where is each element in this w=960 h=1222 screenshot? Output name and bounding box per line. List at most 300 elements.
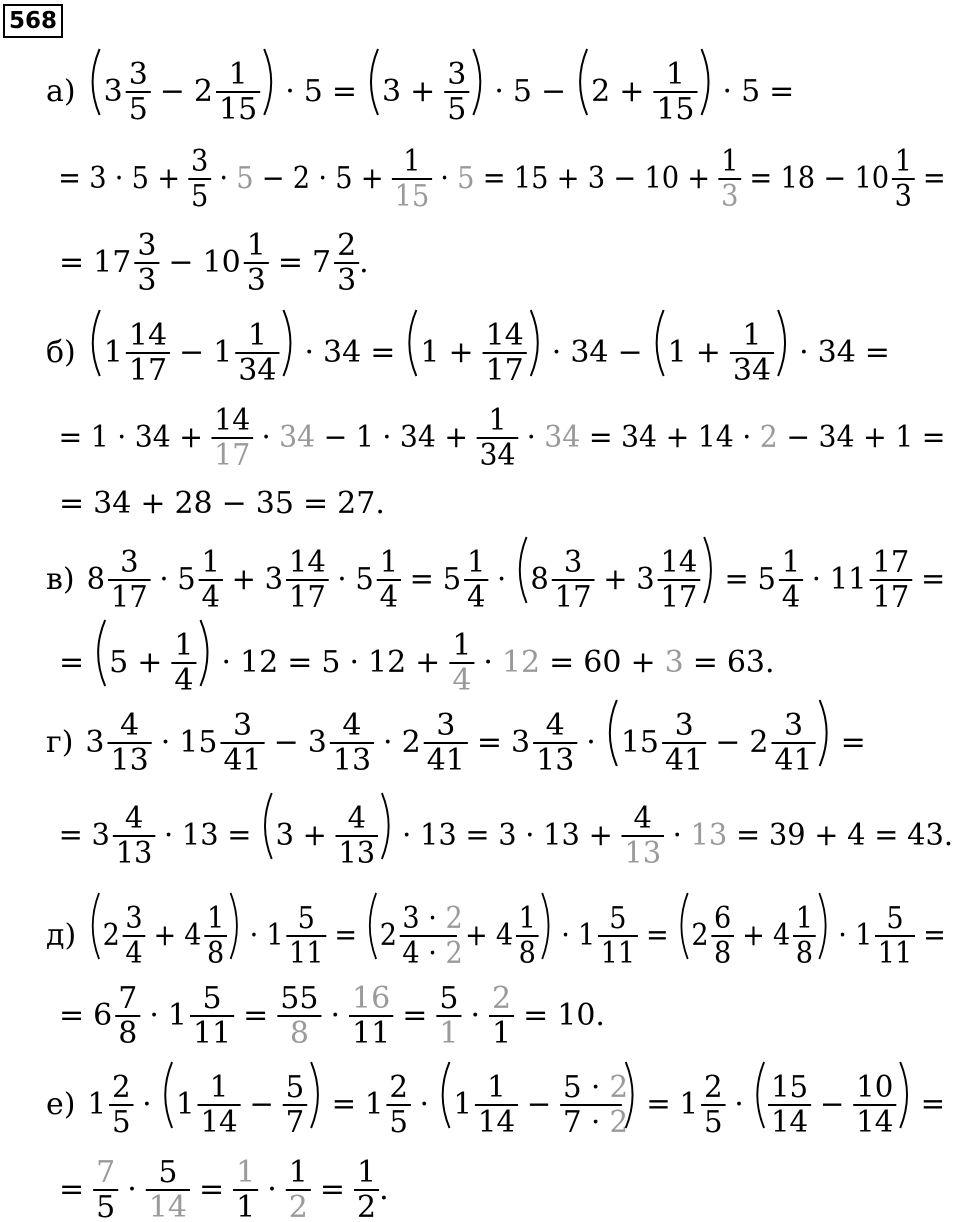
equals-sign: = bbox=[724, 561, 749, 597]
denominator: 4 bbox=[174, 663, 194, 698]
whole-part: 1 bbox=[167, 998, 187, 1033]
number: 3 bbox=[587, 159, 606, 196]
plus-sign: + bbox=[360, 159, 384, 196]
whole-part: 1 bbox=[364, 1085, 384, 1122]
mixed-number bbox=[312, 228, 359, 298]
left-paren bbox=[93, 310, 100, 376]
denominator: 11 bbox=[600, 934, 636, 971]
right-paren bbox=[311, 1062, 318, 1128]
number: 12 bbox=[240, 645, 279, 680]
denominator: 2 bbox=[356, 1190, 377, 1222]
number: 10 bbox=[557, 998, 596, 1033]
mixed-number bbox=[168, 981, 234, 1051]
mixed-number bbox=[854, 143, 914, 214]
numerator: 3 bbox=[232, 708, 253, 743]
number: 5 bbox=[303, 74, 323, 109]
equals-sign: = bbox=[59, 245, 85, 280]
number: 34 bbox=[818, 419, 855, 455]
denominator: 1 bbox=[236, 1190, 256, 1222]
period: . bbox=[765, 645, 775, 680]
denominator: 14 bbox=[770, 1103, 809, 1140]
denominator: 41 bbox=[426, 743, 465, 778]
period: . bbox=[943, 817, 954, 853]
number: 34 bbox=[621, 419, 658, 455]
denominator: 1 bbox=[439, 1016, 459, 1051]
number: 5 bbox=[236, 159, 254, 196]
equals-sign: = bbox=[692, 645, 718, 680]
whole-part: 8 bbox=[530, 561, 549, 597]
fraction bbox=[211, 402, 253, 472]
mixed-number bbox=[93, 981, 140, 1051]
whole-part: 2 bbox=[749, 725, 769, 760]
equals-sign: = bbox=[864, 335, 890, 370]
denominator: 8 bbox=[518, 934, 536, 971]
numerator: 7 bbox=[96, 1155, 116, 1190]
whole-part: 5 bbox=[355, 561, 374, 597]
fraction bbox=[621, 800, 664, 870]
numerator: 7 bbox=[118, 981, 138, 1016]
numerator: 1 bbox=[201, 544, 221, 580]
whole-part: 5 bbox=[442, 561, 462, 597]
fraction bbox=[489, 981, 514, 1051]
number: 5 bbox=[131, 159, 150, 196]
multiply-dot: · bbox=[799, 335, 809, 370]
left-paren bbox=[610, 700, 617, 766]
whole-part: 3 bbox=[85, 725, 105, 760]
whole-part: 4 bbox=[184, 916, 202, 953]
equation-line-b1 bbox=[46, 310, 890, 388]
number: 5 bbox=[741, 74, 761, 109]
number: 34 bbox=[279, 419, 316, 455]
minus-sign: − bbox=[823, 159, 847, 196]
denominator: 13 bbox=[624, 835, 662, 871]
whole-part: 1 bbox=[87, 1085, 107, 1122]
multiply-dot: · bbox=[159, 561, 169, 597]
expression bbox=[93, 893, 946, 970]
multiply-dot: · bbox=[551, 335, 562, 370]
minus-sign: − bbox=[249, 1085, 274, 1122]
left-paren bbox=[443, 1062, 450, 1128]
period: . bbox=[359, 245, 369, 280]
denominator: 3 bbox=[894, 177, 913, 214]
numerator: 5 bbox=[439, 981, 459, 1016]
denominator: 41 bbox=[774, 743, 813, 778]
right-paren bbox=[542, 893, 548, 959]
numerator: 1 bbox=[236, 1155, 256, 1190]
multiply-dot: · bbox=[164, 817, 174, 853]
denominator: 5 bbox=[111, 1103, 131, 1140]
fraction bbox=[336, 800, 379, 870]
mixed-number bbox=[511, 708, 577, 778]
equals-sign: = bbox=[923, 916, 946, 953]
minus-sign: − bbox=[715, 725, 741, 760]
mixed-number bbox=[453, 1069, 518, 1139]
right-paren bbox=[264, 49, 271, 115]
whole-part: 10 bbox=[202, 245, 241, 280]
equation-line-a3 bbox=[59, 228, 369, 298]
equals-sign: = bbox=[59, 998, 85, 1033]
number: 28 bbox=[174, 486, 213, 521]
plus-sign: + bbox=[603, 561, 628, 597]
mixed-number bbox=[621, 708, 706, 778]
number: 2 bbox=[591, 74, 611, 109]
mixed-number bbox=[530, 545, 594, 615]
denominator: 1 bbox=[492, 1016, 512, 1051]
expression bbox=[87, 1062, 945, 1139]
number: 12 bbox=[501, 645, 541, 680]
expression bbox=[59, 228, 369, 298]
multiply-dot: · bbox=[383, 725, 393, 760]
equals-sign: = bbox=[920, 1085, 946, 1122]
mixed-number bbox=[402, 708, 468, 778]
fraction bbox=[93, 1155, 118, 1222]
left-paren bbox=[165, 1062, 172, 1128]
fraction bbox=[436, 981, 461, 1051]
plus-sign: + bbox=[465, 916, 488, 953]
denominator: 34 bbox=[238, 353, 277, 388]
plus-sign: + bbox=[231, 561, 256, 597]
number: 34 bbox=[323, 335, 362, 370]
left-paren bbox=[681, 893, 687, 959]
number: 34 bbox=[544, 419, 581, 455]
number: 14 bbox=[697, 419, 734, 455]
number: 34 bbox=[570, 335, 609, 370]
denominator: 4 bbox=[781, 579, 801, 615]
right-paren bbox=[819, 893, 825, 959]
numerator: 3 bbox=[125, 899, 143, 936]
mixed-number bbox=[92, 800, 156, 870]
mixed-number bbox=[194, 57, 260, 127]
plus-sign: + bbox=[814, 817, 839, 853]
multiply-dot: · bbox=[149, 998, 159, 1033]
equals-sign: = bbox=[465, 817, 490, 853]
plus-sign: + bbox=[415, 645, 441, 680]
whole-part: 5 bbox=[177, 561, 196, 597]
right-paren bbox=[531, 310, 538, 376]
expression bbox=[58, 143, 946, 214]
equals-sign: = bbox=[58, 817, 83, 853]
multiply-dot: · bbox=[586, 725, 596, 760]
minus-sign: − bbox=[221, 486, 247, 521]
plus-sign: + bbox=[448, 335, 474, 370]
multiply-dot: · bbox=[267, 1172, 277, 1207]
equals-sign: = bbox=[735, 817, 761, 853]
numerator: 5 bbox=[609, 899, 627, 936]
multiply-dot: · bbox=[382, 419, 392, 455]
numerator: 3 bbox=[674, 708, 694, 743]
denominator: 8 bbox=[207, 934, 225, 971]
denominator: 2 bbox=[288, 1190, 308, 1222]
right-paren bbox=[778, 310, 785, 376]
number: 13 bbox=[543, 817, 580, 853]
denominator: 3 bbox=[337, 263, 357, 298]
multiply-dot: · bbox=[219, 159, 228, 196]
mixed-number bbox=[757, 545, 803, 615]
denominator: 8 bbox=[714, 934, 732, 971]
numerator: 5 bbox=[158, 1155, 178, 1190]
expression bbox=[85, 700, 865, 778]
mixed-number bbox=[578, 900, 638, 971]
equals-sign: = bbox=[59, 486, 85, 521]
denominator: 17 bbox=[872, 579, 910, 615]
equals-sign: = bbox=[646, 1085, 671, 1122]
numerator: 5 bbox=[285, 1068, 305, 1105]
numerator: 1 bbox=[665, 57, 685, 92]
number: 1 bbox=[90, 419, 109, 455]
multiply-dot: · bbox=[722, 74, 733, 109]
numerator: 2 bbox=[389, 1068, 408, 1105]
multiply-dot: · bbox=[249, 916, 259, 953]
denominator: 8 bbox=[795, 934, 813, 971]
numerator: 15 bbox=[770, 1068, 809, 1105]
plus-sign: + bbox=[444, 419, 469, 455]
numerator: 3 bbox=[191, 142, 209, 179]
whole-part: 15 bbox=[620, 725, 660, 760]
numerator: 3 bbox=[128, 57, 148, 92]
plus-sign: + bbox=[179, 419, 203, 455]
fraction bbox=[286, 1155, 311, 1222]
minus-sign: − bbox=[179, 335, 205, 370]
expression bbox=[58, 402, 945, 472]
whole-part: 3 bbox=[511, 725, 531, 760]
denominator: 41 bbox=[223, 743, 262, 778]
whole-part: 2 bbox=[102, 916, 120, 953]
equals-sign: = bbox=[243, 998, 269, 1033]
number: 4 bbox=[847, 817, 866, 853]
minus-sign: − bbox=[526, 1085, 552, 1122]
whole-part: 3 bbox=[264, 561, 284, 597]
number: 34 bbox=[817, 335, 856, 370]
denominator: 11 bbox=[289, 934, 324, 971]
numerator: 1 bbox=[209, 1068, 229, 1105]
mixed-number bbox=[176, 1069, 241, 1139]
denominator: 5 bbox=[389, 1103, 408, 1140]
numerator: 16 bbox=[352, 981, 391, 1016]
whole-part: 1 bbox=[103, 335, 123, 370]
expression bbox=[59, 793, 953, 870]
fraction bbox=[349, 981, 393, 1051]
fraction bbox=[653, 57, 697, 127]
numerator: 14 bbox=[128, 318, 168, 353]
denominator: 17 bbox=[110, 579, 148, 615]
multiply-dot: · bbox=[349, 645, 359, 680]
number: 5 bbox=[335, 159, 353, 196]
multiply-dot: · bbox=[337, 561, 347, 597]
number: 3 bbox=[664, 645, 684, 680]
denominator: 41 bbox=[665, 743, 704, 778]
number: 35 bbox=[255, 486, 294, 521]
plus-sign: + bbox=[619, 74, 645, 109]
number: 5 bbox=[512, 74, 532, 109]
denominator: 7 · 2 bbox=[563, 1103, 629, 1140]
number: 34 bbox=[134, 419, 171, 455]
denominator: 17 bbox=[660, 579, 698, 615]
equals-sign: = bbox=[769, 74, 795, 109]
number: 13 bbox=[181, 817, 219, 853]
fraction bbox=[233, 1155, 258, 1222]
minus-sign: − bbox=[617, 335, 643, 370]
denominator: 4 bbox=[201, 579, 221, 615]
mixed-number bbox=[104, 318, 170, 388]
numerator: 1 bbox=[795, 899, 813, 936]
plus-sign: + bbox=[742, 916, 765, 953]
whole-part: 3 bbox=[103, 74, 123, 109]
left-paren bbox=[757, 1062, 764, 1128]
expression bbox=[59, 981, 605, 1051]
fraction bbox=[188, 143, 211, 214]
numerator: 3 bbox=[447, 57, 467, 92]
minus-sign: − bbox=[786, 419, 811, 455]
whole-part: 2 bbox=[691, 916, 709, 953]
mixed-number bbox=[179, 708, 264, 778]
whole-part: 4 bbox=[773, 916, 791, 953]
denominator: 17 bbox=[128, 353, 168, 388]
part-label: е) bbox=[46, 1087, 76, 1122]
denominator: 7 bbox=[285, 1103, 305, 1140]
left-paren bbox=[265, 793, 272, 859]
numerator: 1 bbox=[288, 1155, 308, 1190]
multiply-dot: · bbox=[221, 645, 232, 680]
equals-sign: = bbox=[58, 419, 83, 455]
number: 1 bbox=[895, 419, 914, 455]
numerator: 1 bbox=[207, 899, 225, 936]
numerator: 1 bbox=[721, 142, 739, 179]
equals-sign: = bbox=[334, 916, 358, 953]
equation-line-d1 bbox=[46, 700, 866, 778]
denominator: 14 bbox=[200, 1103, 238, 1140]
numerator: 2 bbox=[111, 1068, 131, 1105]
multiply-dot: · bbox=[470, 998, 480, 1033]
denominator: 14 bbox=[477, 1103, 516, 1140]
number: 13 bbox=[419, 817, 457, 853]
number: 5 bbox=[457, 159, 475, 196]
mixed-number bbox=[830, 545, 913, 615]
mixed-number bbox=[855, 900, 915, 971]
denominator: 15 bbox=[656, 92, 695, 127]
numerator: 3 bbox=[563, 544, 583, 580]
whole-part: 8 bbox=[86, 561, 106, 597]
equals-sign: = bbox=[749, 159, 773, 196]
minus-sign: − bbox=[540, 74, 567, 109]
equals-sign: = bbox=[58, 159, 82, 196]
denominator: 15 bbox=[219, 92, 258, 127]
mixed-number bbox=[266, 900, 326, 971]
denominator: 4 bbox=[452, 663, 472, 698]
expression bbox=[59, 620, 775, 698]
whole-part: 15 bbox=[179, 725, 218, 760]
equals-sign: = bbox=[922, 159, 946, 196]
left-paren bbox=[371, 49, 378, 115]
number: 3 bbox=[381, 74, 402, 109]
whole-part: 2 bbox=[379, 916, 398, 953]
denominator: 17 bbox=[554, 579, 592, 615]
minus-sign: − bbox=[819, 1085, 845, 1122]
numerator: 1 bbox=[228, 57, 248, 92]
numerator: 2 bbox=[703, 1068, 723, 1105]
numerator: 1 bbox=[247, 318, 267, 353]
fraction bbox=[444, 57, 469, 127]
equals-sign: = bbox=[302, 486, 329, 521]
denominator: 11 bbox=[192, 1016, 232, 1051]
numerator: 3 bbox=[137, 228, 157, 263]
numerator: 3 bbox=[784, 708, 804, 743]
mixed-number bbox=[87, 1069, 133, 1139]
numerator: 1 bbox=[452, 628, 472, 663]
whole-part: 1 bbox=[213, 335, 233, 370]
right-paren bbox=[200, 620, 207, 686]
whole-part: 7 bbox=[311, 245, 332, 280]
whole-part: 10 bbox=[854, 159, 890, 196]
denominator: 17 bbox=[288, 579, 326, 615]
equation-line-a2 bbox=[58, 143, 946, 214]
number: 10 bbox=[644, 159, 680, 196]
whole-part: 1 bbox=[577, 916, 596, 953]
equals-sign: = bbox=[523, 998, 549, 1033]
mixed-number bbox=[380, 900, 463, 971]
numerator: 10 bbox=[856, 1068, 894, 1105]
equation-line-f2 bbox=[59, 1155, 389, 1222]
number: 13 bbox=[690, 817, 728, 853]
number: 18 bbox=[780, 159, 816, 196]
mixed-number bbox=[749, 708, 815, 778]
multiply-dot: · bbox=[117, 419, 127, 455]
minus-sign: − bbox=[323, 419, 348, 455]
plus-sign: + bbox=[153, 916, 177, 953]
right-paren bbox=[900, 1062, 907, 1128]
numerator: 55 bbox=[280, 981, 319, 1016]
number: 39 bbox=[768, 817, 806, 853]
denominator: 5 bbox=[128, 92, 148, 127]
multiply-dot: · bbox=[525, 817, 535, 853]
mixed-number bbox=[496, 900, 539, 971]
mixed-number bbox=[93, 228, 159, 298]
left-paren bbox=[370, 893, 376, 959]
numerator: 4 bbox=[347, 800, 366, 836]
fraction bbox=[483, 318, 527, 388]
equals-sign: = bbox=[874, 817, 899, 853]
whole-part: 3 bbox=[307, 725, 327, 760]
number: 1 bbox=[355, 419, 374, 455]
numerator: 6 bbox=[714, 899, 732, 936]
denominator: 14 bbox=[148, 1190, 187, 1222]
multiply-dot: · bbox=[318, 159, 328, 196]
whole-part: 3 bbox=[636, 561, 655, 597]
denominator: 13 bbox=[332, 743, 372, 778]
denominator: 34 bbox=[479, 437, 516, 473]
denominator: 13 bbox=[536, 743, 575, 778]
numerator: 2 bbox=[492, 981, 512, 1016]
whole-part: 5 bbox=[757, 561, 776, 597]
right-paren bbox=[283, 310, 290, 376]
equation-line-e2 bbox=[59, 981, 605, 1051]
multiply-dot: · bbox=[811, 561, 822, 597]
numerator: 4 bbox=[124, 800, 144, 836]
expression bbox=[59, 1155, 389, 1222]
expression bbox=[87, 537, 946, 614]
numerator: 1 bbox=[356, 1155, 377, 1190]
multiply-dot: · bbox=[142, 1085, 152, 1122]
expression bbox=[93, 310, 890, 388]
fraction bbox=[354, 1155, 379, 1222]
whole-part: 3 bbox=[91, 817, 110, 853]
numerator: 14 bbox=[288, 544, 326, 580]
equals-sign: = bbox=[287, 645, 313, 680]
period: . bbox=[375, 486, 385, 521]
multiply-dot: · bbox=[160, 725, 171, 760]
numerator: 4 bbox=[342, 708, 362, 743]
number: 3 bbox=[498, 817, 517, 853]
plus-sign: + bbox=[687, 159, 711, 196]
